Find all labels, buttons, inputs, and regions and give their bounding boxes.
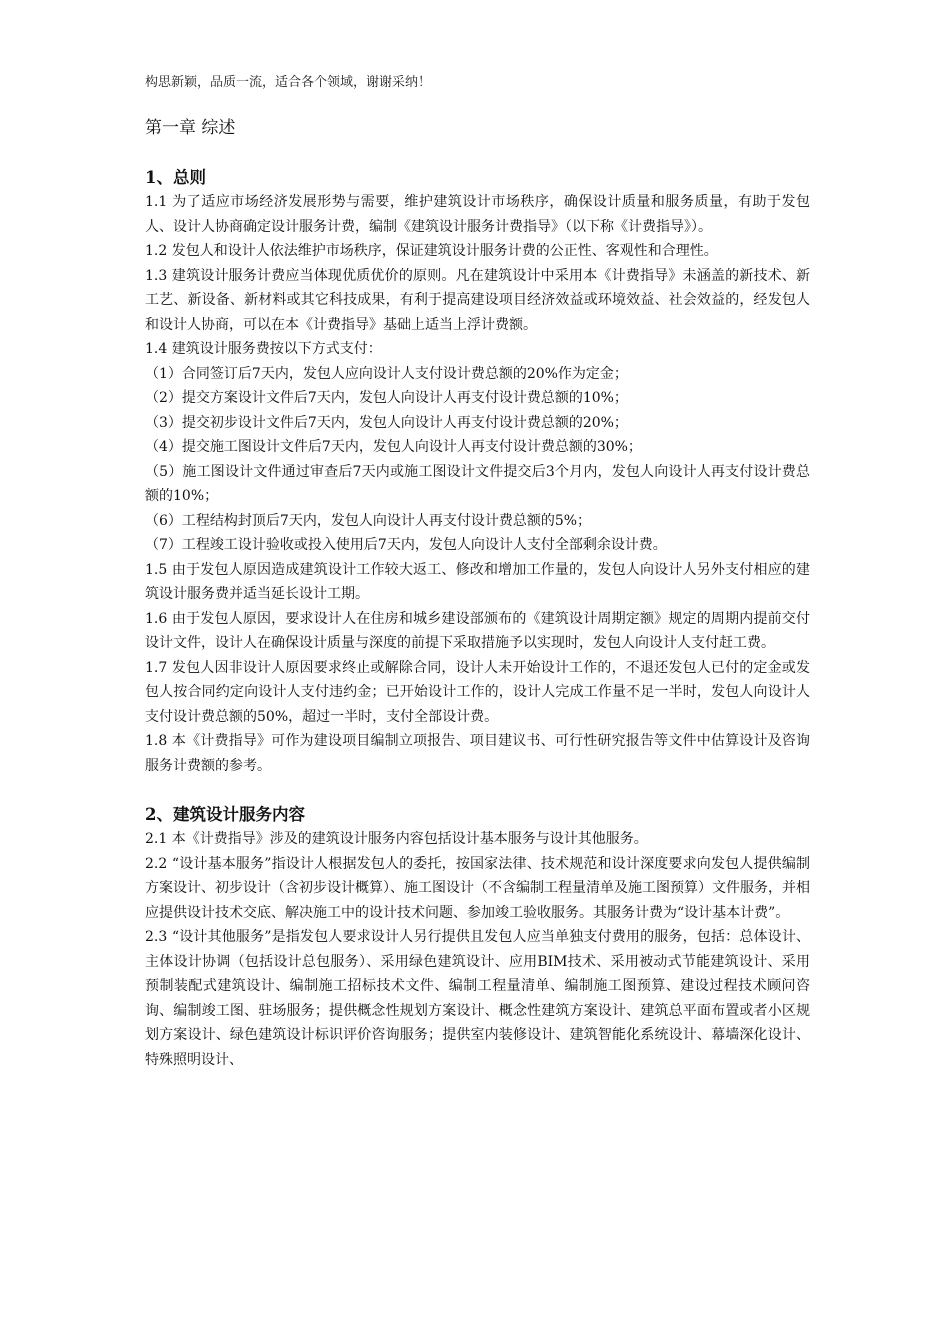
section-2-heading: 2、建筑设计服务内容 bbox=[145, 805, 305, 824]
paragraph-1-8: 1.8 本《计费指导》可作为建设项目编制立项报告、项目建议书、可行性研究报告等文件中估算设计及咨询服务计费额的参考。 bbox=[145, 733, 810, 774]
document-body bbox=[145, 166, 810, 1072]
paragraph-2-1: 2.1 本《计费指导》涉及的建筑设计服务内容包括设计基本服务与设计其他服务。 bbox=[145, 831, 648, 847]
paragraph-1-3: 1.3 建筑设计服务计费应当体现优质优价的原则。凡在建筑设计中采用本《计费指导》未涵盖的新技术、新工艺、新设备、新材料或其它科技成果，有利于提高建设项目经济效益或环境效益、社会效益的，经发包人和设计人协商，可以在本《计费指导》基础上适当上浮计费额。 bbox=[145, 267, 810, 333]
payment-item-6: （6）工程结构封顶后7天内，发包人向设计人再支付设计费总额的5%； bbox=[145, 512, 592, 529]
paragraph-1-1: 1.1 为了适应市场经济发展形势与需要，维护建筑设计市场秩序，确保设计质量和服务质量，有助于发包人、设计人协商确定设计服务计费，编制《建筑设计服务计费指导》（以下称《计费指导》）。 bbox=[145, 194, 810, 235]
paragraph-2-3: 2.3 “设计其他服务”是指发包人要求设计人另行提供且发包人应当单独支付费用的服务，包括：总体设计、主体设计协调（包括设计总包服务）、采用绿色建筑设计、应用BIM技术、采用被动式节能建筑设计、采用预制装配式建筑设计、编制施工招标技术文件、编制工程量清单、编制施工图预算、建设过程技术顾问咨询、编制竣工图、驻场服务；提供概念性规划方案设计、概念性建筑方案设计、建筑总平面布置或者小区规划方案设计、绿色建筑设计标识评价咨询服务；提供室内装修设计、建筑智能化系统设计、幕墙深化设计、特殊照明设计、 bbox=[145, 929, 810, 1068]
payment-item-4: （4）提交施工图设计文件后7天内，发包人向设计人再支付设计费总额的30%； bbox=[145, 439, 642, 455]
section-1-heading: 1、总则 bbox=[145, 168, 206, 187]
paragraph-2-2: 2.2 “设计基本服务”指设计人根据发包人的委托，按国家法律、技术规范和设计深度要求向发包人提供编制方案设计、初步设计（含初步设计概算）、施工图设计（不含编制工程量清单及施工图预算）文件服务，并相应提供设计技术交底、解决施工中的设计技术问题、参加竣工验收服务。其服务计费为“设计基本计费”。 bbox=[145, 855, 810, 921]
section-spacer bbox=[145, 778, 810, 803]
paragraph-1-6: 1.6 由于发包人原因，要求设计人在住房和城乡建设部颁布的《建筑设计周期定额》规定的周期内提前交付设计文件，设计人在确保设计质量与深度的前提下采取措施予以实现时，发包人向设计人支付赶工费。 bbox=[145, 610, 810, 651]
payment-item-1: （1）合同签订后7天内，发包人应向设计人支付设计费总额的20%作为定金； bbox=[145, 365, 628, 382]
paragraph-1-4: 1.4 建筑设计服务费按以下方式支付： bbox=[145, 341, 382, 357]
paragraph-1-2: 1.2 发包人和设计人依法维护市场秩序，保证建筑设计服务计费的公正性、客观性和合理性。 bbox=[145, 243, 718, 259]
header-tagline: 构思新颖，品质一流，适合各个领域，谢谢采纳！ bbox=[145, 75, 432, 90]
chapter-title: 第一章 综述 bbox=[145, 118, 236, 138]
paragraph-1-5: 1.5 由于发包人原因造成建筑设计工作较大返工、修改和增加工作量的，发包人向设计人另外支付相应的建筑设计服务费并适当延长设计工期。 bbox=[145, 561, 810, 602]
payment-item-3: （3）提交初步设计文件后7天内，发包人向设计人再支付设计费总额的20%； bbox=[145, 414, 628, 431]
payment-item-5: （5）施工图设计文件通过审查后7天内或施工图设计文件提交后3个月内，发包人向设计人再支付设计费总额的10%； bbox=[145, 463, 810, 504]
payment-item-2: （2）提交方案设计文件后7天内，发包人向设计人再支付设计费总额的10%； bbox=[145, 390, 628, 406]
payment-item-7: （7）工程竣工设计验收或投入使用后7天内，发包人向设计人支付全部剩余设计费。 bbox=[145, 537, 667, 553]
paragraph-1-7: 1.7 发包人因非设计人原因要求终止或解除合同，设计人未开始设计工作的，不退还发包人已付的定金或发包人按合同约定向设计人支付违约金；已开始设计工作的，设计人完成工作量不足一半时，发包人向设计人支付设计费总额的50%，超过一半时，支付全部设计费。 bbox=[145, 659, 810, 725]
